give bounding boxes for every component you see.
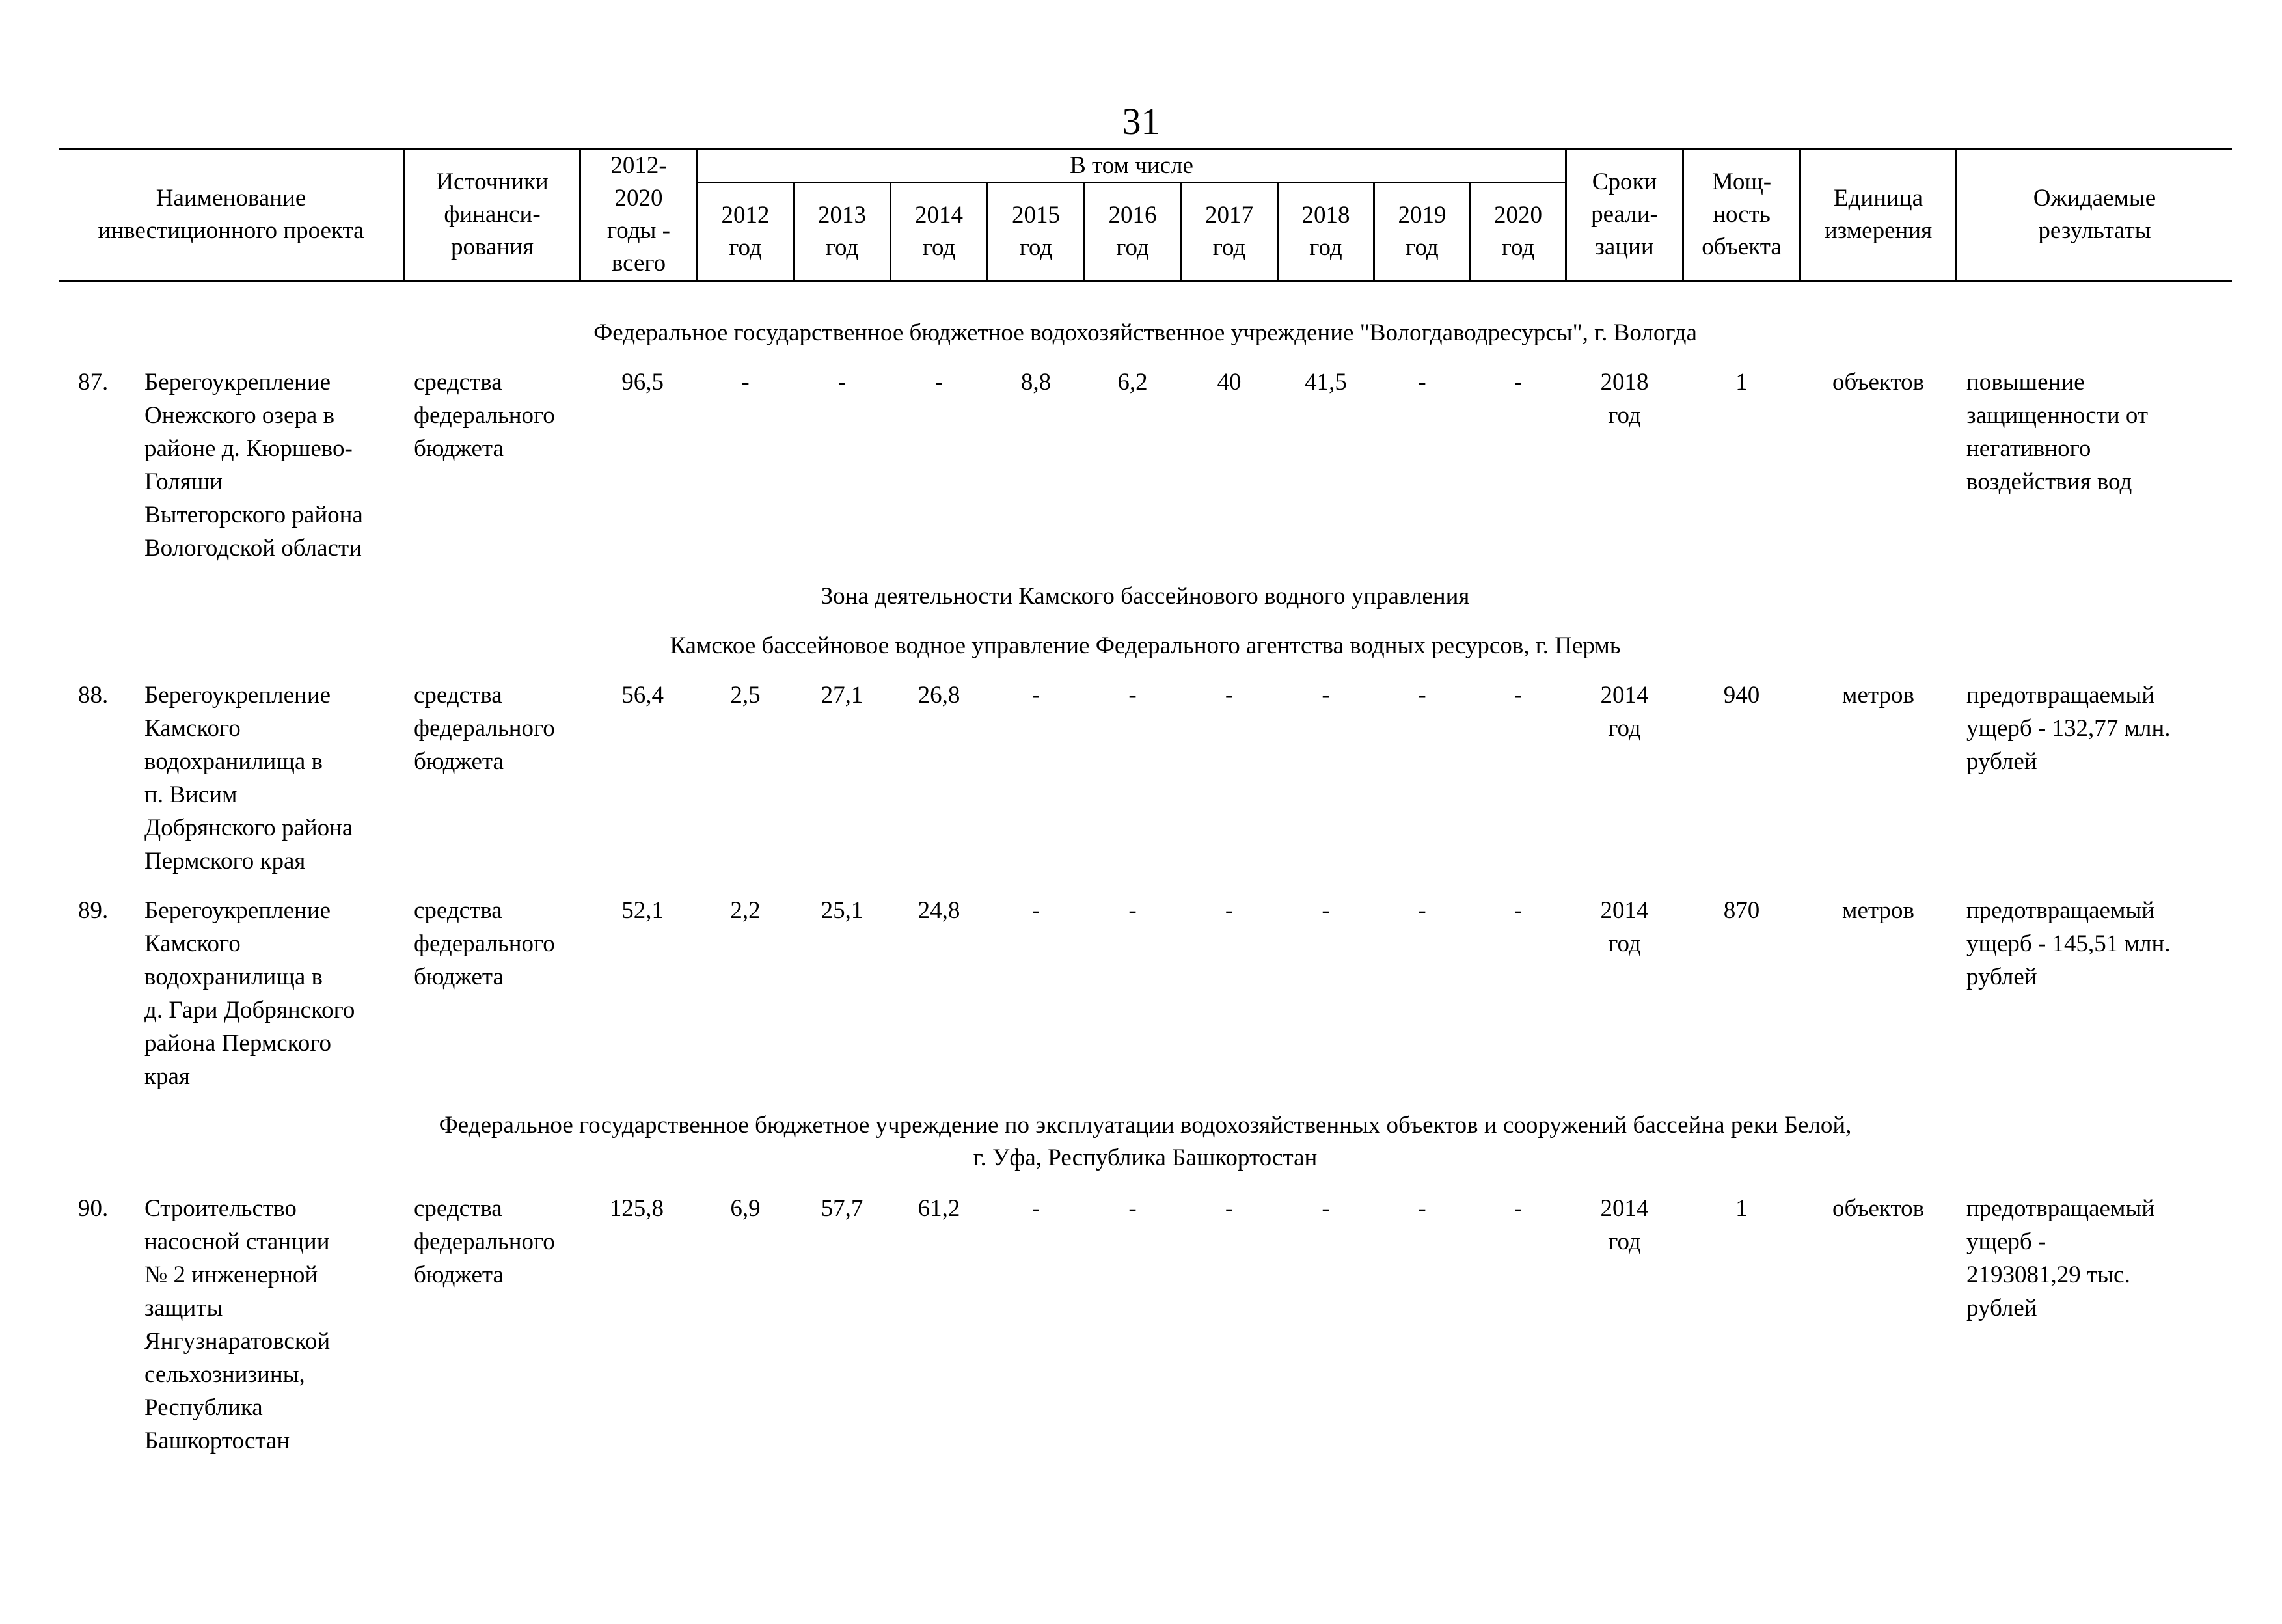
page-number: 31 (1122, 100, 1160, 142)
year-value: - (741, 369, 750, 396)
total-amount: 56,4 (621, 682, 664, 709)
unit: объектов (1832, 369, 1925, 396)
section-heading: Федеральное государственное бюджетное водохозяйственное учреждение "Вологдаводресурсы", г. Вологда (593, 319, 1697, 346)
header-year-2015: 2015 год (1012, 202, 1060, 261)
year-value: 8,8 (1020, 369, 1052, 396)
row-number: 90. (78, 1195, 109, 1222)
year-value: - (1031, 897, 1040, 924)
year-value: 24,8 (917, 897, 960, 924)
header-funding-source: Источники финанси- рования (436, 169, 549, 260)
year-value: - (1322, 897, 1330, 924)
year-value: 27,1 (821, 682, 863, 709)
funding-source: средства федерального бюджета (414, 369, 555, 462)
year-value: - (1322, 1195, 1330, 1222)
object-capacity: 1 (1735, 369, 1748, 396)
year-value: - (934, 369, 944, 396)
year-value: - (1128, 1195, 1137, 1222)
row-number: 88. (78, 682, 109, 709)
object-capacity: 1 (1735, 1195, 1748, 1222)
year-value: - (1514, 369, 1523, 396)
year-value: - (1128, 897, 1137, 924)
year-value: - (837, 369, 847, 396)
year-value: - (1418, 897, 1426, 924)
unit: объектов (1832, 1195, 1925, 1222)
year-value: 2,2 (730, 897, 761, 924)
implementation-term: 2014 год (1600, 1195, 1649, 1255)
year-value: 25,1 (821, 897, 863, 924)
year-value: 41,5 (1305, 369, 1347, 396)
unit: метров (1842, 682, 1914, 709)
year-value: 57,7 (821, 1195, 863, 1222)
header-year-2012: 2012 год (721, 202, 770, 261)
section-heading: Федеральное государственное бюджетное учреждение по эксплуатации водохозяйственных объектов и сооружений бассейна реки Белой, г. Уфа, Республика Башкортостан (439, 1112, 1852, 1171)
header-bottom-rule (59, 280, 2232, 282)
expected-result: предотвращаемый ущерб - 132,77 млн. рублей (1966, 682, 2171, 775)
year-value: - (1322, 682, 1330, 709)
header-total-2012-2020: 2012- 2020 годы - всего (607, 152, 670, 277)
funding-source: средства федерального бюджета (414, 897, 555, 990)
year-value: - (1031, 682, 1040, 709)
header-year-2014: 2014 год (915, 202, 963, 261)
year-value: 6,9 (730, 1195, 761, 1222)
expected-result: предотвращаемый ущерб - 145,51 млн. рублей (1966, 897, 2171, 990)
project-name: Берегоукрепление Камского водохранилища в д. Гари Добрянского района Пермского края (144, 897, 355, 1090)
expected-result: предотвращаемый ущерб - 2193081,29 тыс. рублей (1966, 1195, 2155, 1321)
expected-result: повышение защищенности от негативного воздействия вод (1966, 369, 2149, 495)
header-implementation-terms: Сроки реали- зации (1591, 169, 1658, 260)
project-name: Берегоукрепление Онежского озера в районе д. Кюршево- Голяши Вытегорского района Вологодской области (144, 369, 363, 562)
year-value: - (1514, 682, 1523, 709)
year-value: - (1128, 682, 1137, 709)
year-value: - (1225, 682, 1234, 709)
header-project-name: Наименование инвестиционного проекта (98, 185, 364, 244)
total-amount: 52,1 (621, 897, 664, 924)
object-capacity: 870 (1723, 897, 1760, 924)
project-name: Строительство насосной станции № 2 инженерной защиты Янгузнаратовской сельхознизины, Республика Башкортостан (144, 1195, 331, 1454)
year-value: - (1225, 1195, 1234, 1222)
total-amount: 125,8 (609, 1195, 664, 1222)
funding-source: средства федерального бюджета (414, 682, 555, 775)
year-value: - (1031, 1195, 1040, 1222)
row-number: 89. (78, 897, 109, 924)
project-name: Берегоукрепление Камского водохранилища в п. Висим Добрянского района Пермского края (144, 682, 353, 874)
header-year-2013: 2013 год (818, 202, 866, 261)
implementation-term: 2014 год (1600, 682, 1649, 742)
header-year-2019: 2019 год (1398, 202, 1447, 261)
section-heading: Камское бассейновое водное управление Федерального агентства водных ресурсов, г. Пермь (670, 632, 1621, 659)
header-year-2020: 2020 год (1494, 202, 1542, 261)
implementation-term: 2014 год (1600, 897, 1649, 957)
header-including: В том числе (1070, 152, 1193, 179)
header-year-2018: 2018 год (1301, 202, 1350, 261)
year-value: - (1418, 1195, 1426, 1222)
year-value: - (1418, 682, 1426, 709)
header-object-capacity: Мощ- ность объекта (1702, 169, 1782, 260)
year-value: - (1418, 369, 1426, 396)
year-value: - (1514, 897, 1523, 924)
unit: метров (1842, 897, 1914, 924)
header-expected-results: Ожидаемые результаты (2033, 185, 2156, 244)
year-value: 40 (1217, 369, 1242, 396)
year-value: 61,2 (917, 1195, 960, 1222)
row-number: 87. (78, 369, 109, 396)
header-unit: Единица измерения (1824, 185, 1933, 244)
funding-source: средства федерального бюджета (414, 1195, 555, 1288)
header-year-2017: 2017 год (1205, 202, 1253, 261)
section-heading: Зона деятельности Камского бассейнового водного управления (821, 583, 1470, 610)
year-value: 26,8 (917, 682, 960, 709)
year-value: 6,2 (1117, 369, 1148, 396)
object-capacity: 940 (1723, 682, 1760, 709)
year-value: - (1514, 1195, 1523, 1222)
year-value: 2,5 (730, 682, 761, 709)
total-amount: 96,5 (621, 369, 664, 396)
implementation-term: 2018 год (1600, 369, 1649, 429)
year-value: - (1225, 897, 1234, 924)
header-year-2016: 2016 год (1108, 202, 1157, 261)
